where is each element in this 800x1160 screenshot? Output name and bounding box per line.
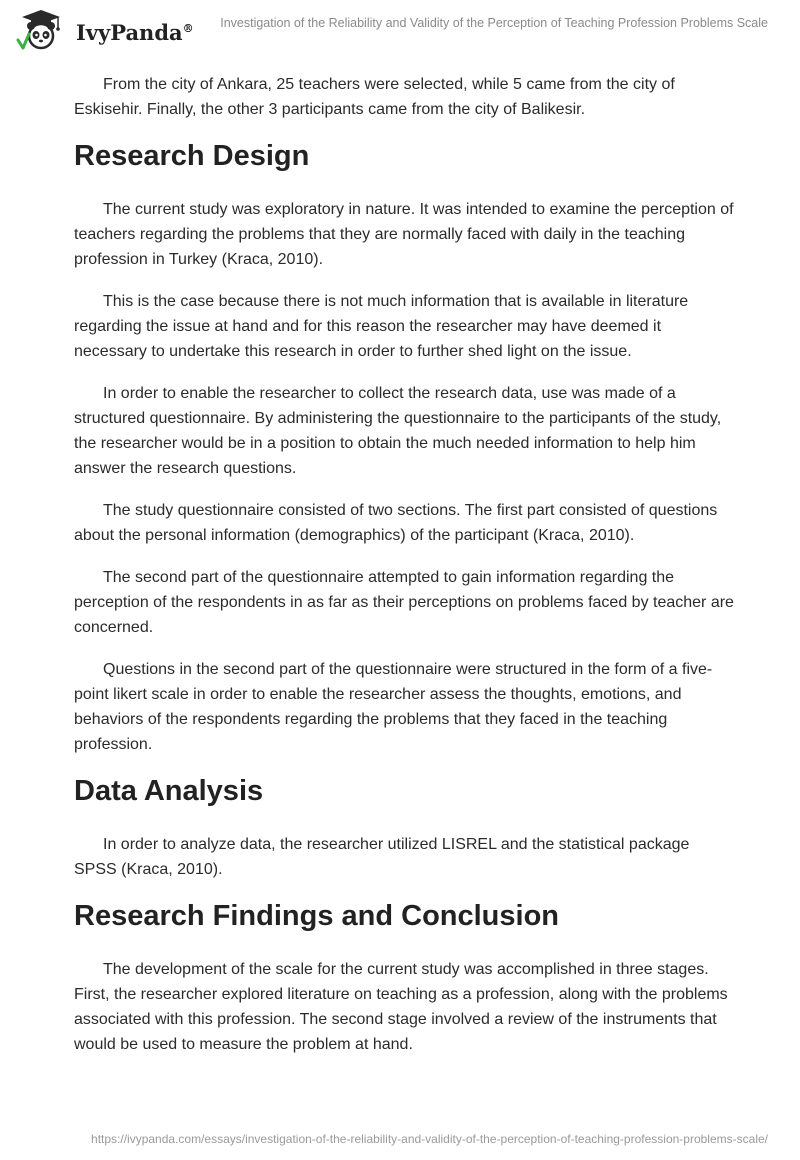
brand-name: IvyPanda® [76, 20, 194, 45]
paragraph: The development of the scale for the current study was accomplished in three stages. First, the researcher explored literature on teaching as a profession, along with the problems associated with this profession. The second stage involved a review of the instruments that would be used to measure the problem at hand. [74, 961, 728, 1053]
paragraph: This is the case because there is not much information that is available in literature regarding the issue at hand and for this reason the researcher may have deemed it necessary to undertake this research in order to further shed light on the issue. [74, 293, 689, 360]
paragraph: The study questionnaire consisted of two sections. The first part consisted of questions about the personal information (demographics) of the participant (Kraca, 2010). [74, 502, 718, 544]
paragraph: The second part of the questionnaire attempted to gain information regarding the perception of the respondents in as far as their perceptions on problems faced by teacher are concerned. [74, 569, 734, 636]
section-heading-research-design: Research Design [74, 140, 310, 172]
paragraph: The current study was exploratory in nature. It was intended to examine the perception of teachers regarding the problems that they are normally faced with daily in the teaching profession in Turkey (Kraca, 2010). [74, 201, 734, 268]
panda-graduate-icon [14, 8, 72, 52]
paragraph: Questions in the second part of the questionnaire were structured in the form of a five-point likert scale in order to enable the researcher assess the thoughts, emotions, and behaviors of the respondents regarding the problems that they faced in the teaching profession. [74, 661, 713, 753]
section-heading-data-analysis: Data Analysis [74, 775, 264, 807]
paragraph: In order to analyze data, the researcher utilized LISREL and the statistical package SPSS (Kraca, 2010). [74, 836, 690, 878]
paragraph: In order to enable the researcher to collect the research data, use was made of a structured questionnaire. By administering the questionnaire to the participants of the study, the researcher would be in a position to obtain the much needed information to help him answer the research questions. [74, 385, 722, 477]
article-body [74, 72, 734, 1074]
ivypanda-logo[interactable] [14, 8, 204, 52]
page-header [0, 0, 800, 60]
paragraph: From the city of Ankara, 25 teachers were selected, while 5 came from the city of Eskisehir. Finally, the other 3 participants came from the city of Balikesir. [74, 76, 675, 118]
source-url[interactable]: https://ivypanda.com/essays/investigation-of-the-reliability-and-validity-of-the-perception-of-teaching-profession-problems-scale/ [91, 1132, 768, 1146]
document-title: Investigation of the Reliability and Validity of the Perception of Teaching Profession Problems Scale [220, 16, 768, 30]
section-heading-findings: Research Findings and Conclusion [74, 900, 560, 932]
